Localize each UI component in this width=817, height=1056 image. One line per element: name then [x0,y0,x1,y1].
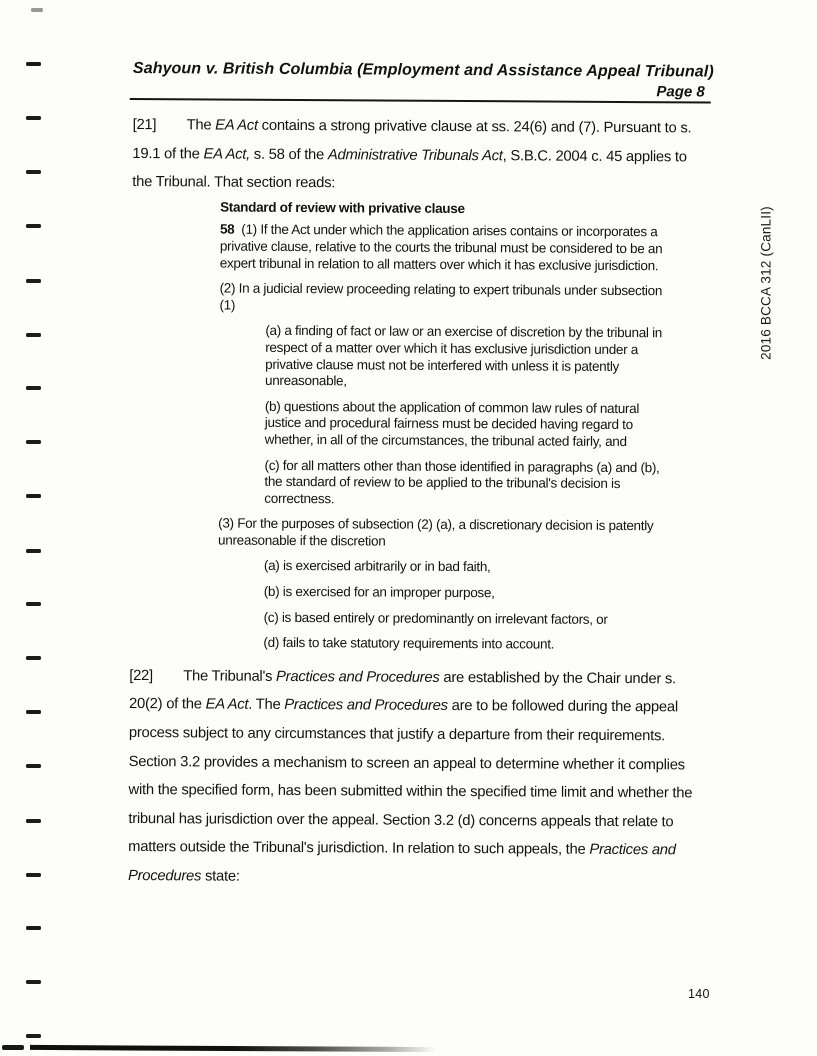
text-segment: Administrative Tribunals Act [327,146,503,164]
text-segment: are established by the Chair under s. 20(2) of the [129,669,676,713]
text-segment: state: [201,868,240,885]
quote-paragraph [264,584,670,603]
text-segment: contains a strong privative clause at ss. 24(6) and (7). Pursuant to s. 19.1 of the [132,117,692,163]
quote-paragraph [264,457,670,509]
scan-mark [26,279,41,283]
document-content [127,60,714,894]
scan-mark [26,819,41,823]
scan-mark [26,224,41,228]
text-segment: (d) fails to take statutory requirements into account. [263,635,555,652]
text-segment: . The [248,697,285,714]
text-segment: (b) is exercised for an improper purpose, [263,583,495,601]
citation-sidebar: 2016 BCCA 312 (CanLII) [758,206,774,360]
scan-mark [26,764,41,768]
text-segment: EA Act [215,117,258,134]
text-segment: EA Act, [203,146,251,163]
paragraph-number: [22] [129,667,153,684]
text-segment: (a) a finding of fact or law or an exercise of discretion by the tribunal in respect of a matter over which it has exclusive jurisdiction under a privative clause must not be interfered with unless it is patently unreasonable, [264,323,663,389]
text-segment: s. 58 of the [249,146,328,163]
scan-mark [26,494,41,498]
text-segment: EA Act [205,696,249,714]
document-body [128,111,711,894]
text-segment: (2) In a judicial review proceeding relating to expert tribunals under subsection (1) [219,280,663,313]
quote-paragraph [218,516,670,552]
numbered-paragraph [132,111,711,200]
page-number: 140 [688,987,710,1001]
quote-paragraph [265,399,671,451]
text-segment: The [186,117,216,134]
text-segment: Practices and Procedures [127,842,676,885]
scan-mark [26,873,41,877]
text-segment: Practices and Procedures [284,697,448,715]
scan-mark [26,980,41,984]
quote-paragraph [264,609,670,628]
paragraph-number: [21] [132,116,157,134]
scan-mark [26,549,41,553]
text-segment: (c) is based entirely or predominantly on irrelevant factors, or [263,609,608,627]
text-segment: (3) For the purposes of subsection (2) (a), a discretionary decision is patently unreasonable if the discretion [218,515,654,549]
scan-mark [26,656,41,660]
quote-paragraph [219,281,671,317]
scan-mark [26,333,41,337]
quote-block [217,199,672,654]
scan-mark [26,710,41,714]
text-segment: Practices and Procedures [276,668,440,686]
scan-mark [26,1034,41,1038]
case-title: Sahyoun v. British Columbia (Employment and Assistance Appeal Tribunal) [132,60,714,81]
text-segment: (b) questions about the application of common law rules of natural justice and procedural fairness must be decided having regard to whether, in all of the circumstances, the tribunal acted fairly, and [264,398,640,449]
text-segment: (1) If the Act under which the application arises contains or incorporates a privative clause, relative to the courts the tribunal must be considered to be an expert tribunal in relation to all matters over which it has exclusive jurisdiction. [219,221,663,273]
bottom-corner-scan-mark [2,1045,24,1050]
text-segment: are to be followed during the appeal process subject to any circumstances that justify a departure from their requirements. Section 3.2 provides a mechanism to screen an appeal to determine whether it complies with the specified form, has been submitted within the specified time limit and whether the tribunal has jurisdiction over the appeal. Section 3.2 (d) concerns appeals that relate to matters outside the Tribunal's jurisdiction. In relation to such appeals, the [128,698,693,859]
quote-paragraph [220,222,672,275]
scan-mark [26,926,41,930]
text-segment: (a) is exercised arbitrarily or in bad faith, [263,558,491,575]
text-segment: , S.B.C. 2004 c. 45 applies to the Tribunal. That section reads: [132,147,687,192]
scan-mark [26,116,41,120]
quote-paragraph [264,558,670,577]
quote-heading: Standard of review with privative clause [220,199,465,216]
scan-mark [31,8,43,12]
quote-paragraph [263,635,669,654]
scan-mark [26,602,41,606]
text-segment: (c) for all matters other than those identified in paragraphs (a) and (b), the standard of review to be applied to the tribunal's decision is correctness. [264,457,660,506]
scan-mark [26,386,41,390]
scan-mark [26,440,41,444]
text-segment: 58 [219,221,235,237]
numbered-paragraph [128,662,707,894]
page-label: Page 8 [656,83,705,101]
text-segment: The Tribunal's [183,668,277,685]
quote-paragraph [265,323,671,392]
scan-mark [26,62,41,66]
scan-mark [26,170,41,174]
bottom-scan-bar [30,1045,436,1052]
